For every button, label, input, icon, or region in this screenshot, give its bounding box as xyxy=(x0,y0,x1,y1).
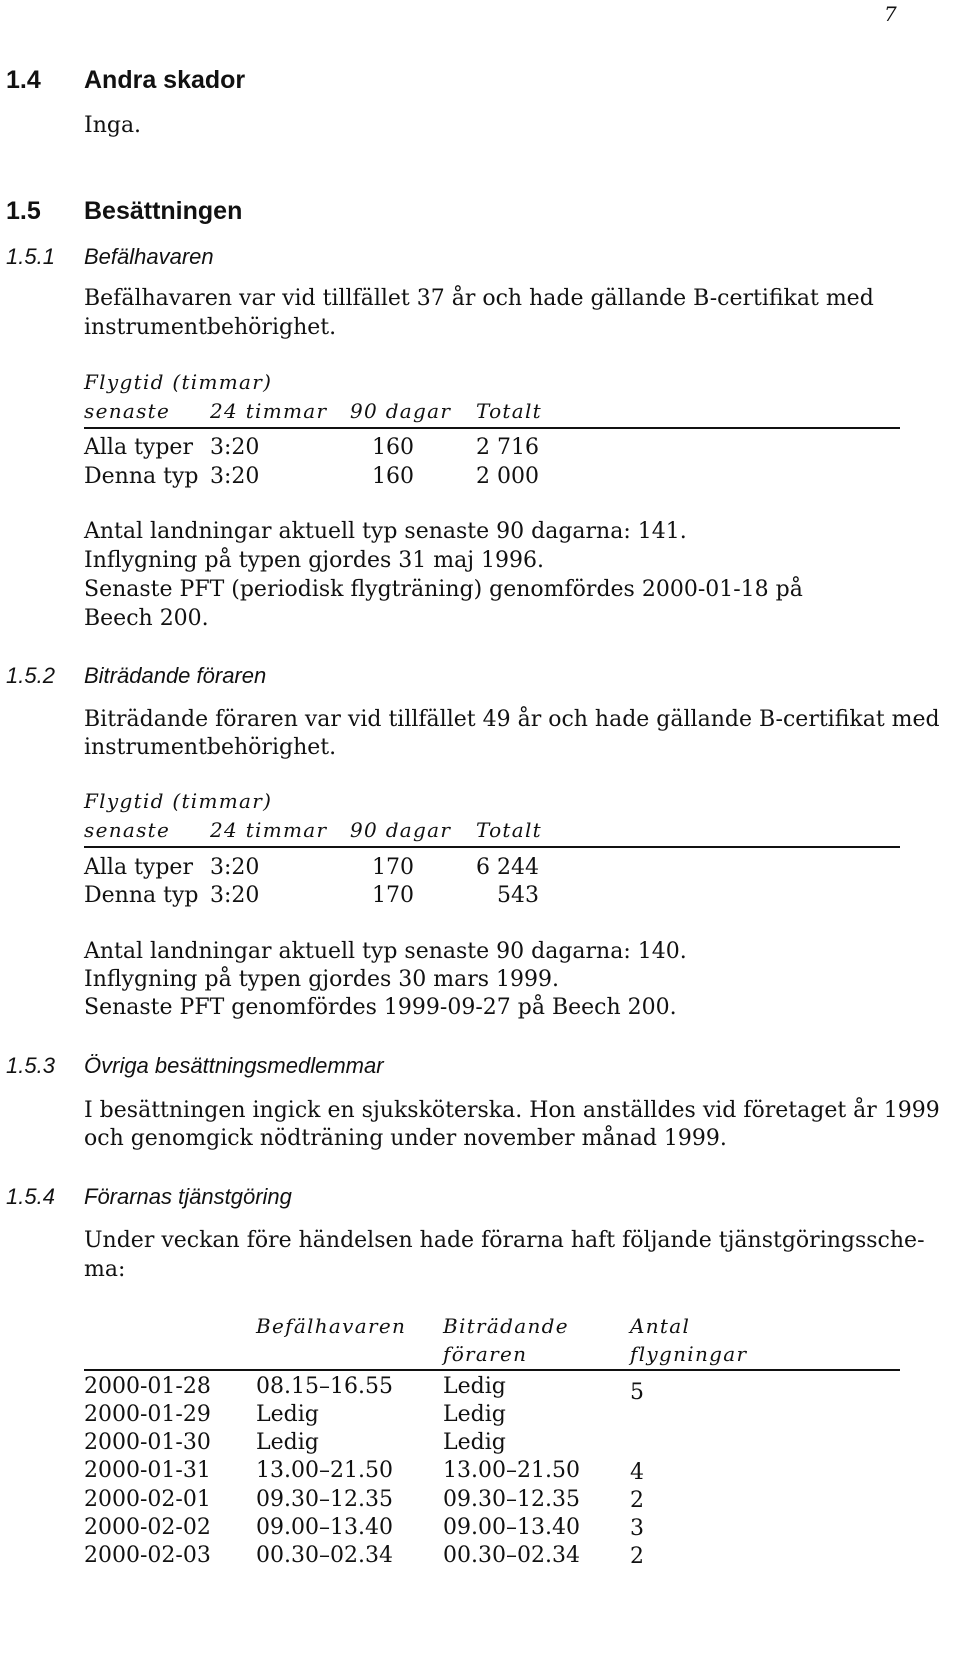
body-text: Antal landningar aktuell typ senaste 90 dagarna: 140. xyxy=(84,939,687,964)
table-cell: 2 716 xyxy=(476,435,539,460)
schedule-date: 2000-01-29 xyxy=(84,1402,211,1427)
body-text: Befälhavaren var vid tillfället 37 år och hade gällande B-certifikat med xyxy=(84,286,874,311)
table-cell: 6 244 xyxy=(476,855,539,880)
section-title: Besättningen xyxy=(84,197,243,225)
table-rule xyxy=(84,1369,900,1371)
schedule-header: Antal xyxy=(630,1314,691,1338)
table-cell: Alla typer xyxy=(84,435,193,460)
schedule-count: 4 xyxy=(630,1460,644,1485)
schedule-header: Befälhavaren xyxy=(256,1314,407,1338)
schedule-header: flygningar xyxy=(630,1342,748,1366)
schedule-date: 2000-01-30 xyxy=(84,1430,211,1455)
schedule-cell: Ledig xyxy=(256,1430,319,1455)
subsection-title: Övriga besättningsmedlemmar xyxy=(84,1053,384,1078)
subsection-title: Befälhavaren xyxy=(84,244,214,269)
table-cell: 3:20 xyxy=(210,883,260,908)
table-cell: 160 xyxy=(372,435,414,460)
flight-table-header: Totalt xyxy=(476,818,543,842)
flight-table-header: senaste xyxy=(84,818,171,842)
table-rule xyxy=(84,846,900,848)
flight-table-caption: Flygtid (timmar) xyxy=(84,789,273,813)
flight-table-header: 24 timmar xyxy=(210,818,328,842)
schedule-date: 2000-02-02 xyxy=(84,1515,211,1540)
table-rule xyxy=(84,427,900,429)
flight-table-header: 90 dagar xyxy=(350,399,452,423)
table-cell: Alla typer xyxy=(84,855,193,880)
schedule-header: föraren xyxy=(443,1342,528,1366)
flight-table-header: Totalt xyxy=(476,399,543,423)
schedule-date: 2000-02-03 xyxy=(84,1543,211,1568)
flight-table-caption: Flygtid (timmar) xyxy=(84,370,273,394)
body-text: Biträdande föraren var vid tillfället 49 år och hade gällande B-certifikat med xyxy=(84,707,940,732)
schedule-cell: 13.00–21.50 xyxy=(443,1458,580,1483)
subsection-number: 1.5.1 xyxy=(6,244,55,269)
body-text: och genomgick nödträning under november månad 1999. xyxy=(84,1126,727,1151)
schedule-cell: 09.30–12.35 xyxy=(256,1487,393,1512)
body-text: Under veckan före händelsen hade förarna haft följande tjänstgöringssche- xyxy=(84,1228,925,1253)
body-text: Inflygning på typen gjordes 30 mars 1999. xyxy=(84,967,560,992)
schedule-cell: Ledig xyxy=(443,1374,506,1399)
schedule-cell: 09.00–13.40 xyxy=(443,1515,580,1540)
body-text: Antal landningar aktuell typ senaste 90 dagarna: 141. xyxy=(84,519,687,544)
schedule-date: 2000-01-28 xyxy=(84,1374,211,1399)
body-text: instrumentbehörighet. xyxy=(84,735,337,760)
subsection-title: Förarnas tjänstgöring xyxy=(84,1184,292,1209)
subsection-number: 1.5.3 xyxy=(6,1053,55,1078)
schedule-cell: Ledig xyxy=(256,1402,319,1427)
table-cell: 170 xyxy=(372,883,414,908)
schedule-count: 2 xyxy=(630,1544,644,1569)
body-text: Inflygning på typen gjordes 31 maj 1996. xyxy=(84,548,545,573)
body-text: Senaste PFT (periodisk flygträning) genomfördes 2000-01-18 på xyxy=(84,577,803,602)
body-text: I besättningen ingick en sjuksköterska. Hon anställdes vid företaget år 1999 xyxy=(84,1098,940,1123)
schedule-date: 2000-02-01 xyxy=(84,1487,211,1512)
table-cell: 170 xyxy=(372,855,414,880)
schedule-cell: Ledig xyxy=(443,1430,506,1455)
body-text: Senaste PFT genomfördes 1999-09-27 på Beech 200. xyxy=(84,995,677,1020)
table-cell: 2 000 xyxy=(476,464,539,489)
schedule-count: 3 xyxy=(630,1516,644,1541)
flight-table-header: senaste xyxy=(84,399,171,423)
subsection-number: 1.5.4 xyxy=(6,1184,55,1209)
table-cell: 3:20 xyxy=(210,855,260,880)
table-cell: 3:20 xyxy=(210,435,260,460)
schedule-count: 2 xyxy=(630,1488,644,1513)
schedule-cell: 09.30–12.35 xyxy=(443,1487,580,1512)
schedule-cell: 00.30–02.34 xyxy=(256,1543,393,1568)
body-text: Inga. xyxy=(84,113,142,138)
flight-table-header: 24 timmar xyxy=(210,399,328,423)
schedule-cell: 08.15–16.55 xyxy=(256,1374,393,1399)
subsection-number: 1.5.2 xyxy=(6,663,55,688)
schedule-header: Biträdande xyxy=(443,1314,569,1338)
page-number: 7 xyxy=(884,2,897,26)
schedule-cell: 00.30–02.34 xyxy=(443,1543,580,1568)
schedule-cell: 09.00–13.40 xyxy=(256,1515,393,1540)
body-text: instrumentbehörighet. xyxy=(84,315,337,340)
body-text: ma: xyxy=(84,1257,126,1282)
flight-table-header: 90 dagar xyxy=(350,818,452,842)
schedule-cell: 13.00–21.50 xyxy=(256,1458,393,1483)
table-cell: Denna typ xyxy=(84,464,199,489)
schedule-date: 2000-01-31 xyxy=(84,1458,211,1483)
schedule-cell: Ledig xyxy=(443,1402,506,1427)
body-text: Beech 200. xyxy=(84,606,209,631)
table-cell: Denna typ xyxy=(84,883,199,908)
section-title: Andra skador xyxy=(84,66,246,94)
table-cell: 543 xyxy=(497,883,539,908)
section-number: 1.5 xyxy=(6,197,41,225)
table-cell: 160 xyxy=(372,464,414,489)
schedule-count: 5 xyxy=(630,1380,644,1405)
subsection-title: Biträdande föraren xyxy=(84,663,267,688)
table-cell: 3:20 xyxy=(210,464,260,489)
section-number: 1.4 xyxy=(6,66,41,94)
